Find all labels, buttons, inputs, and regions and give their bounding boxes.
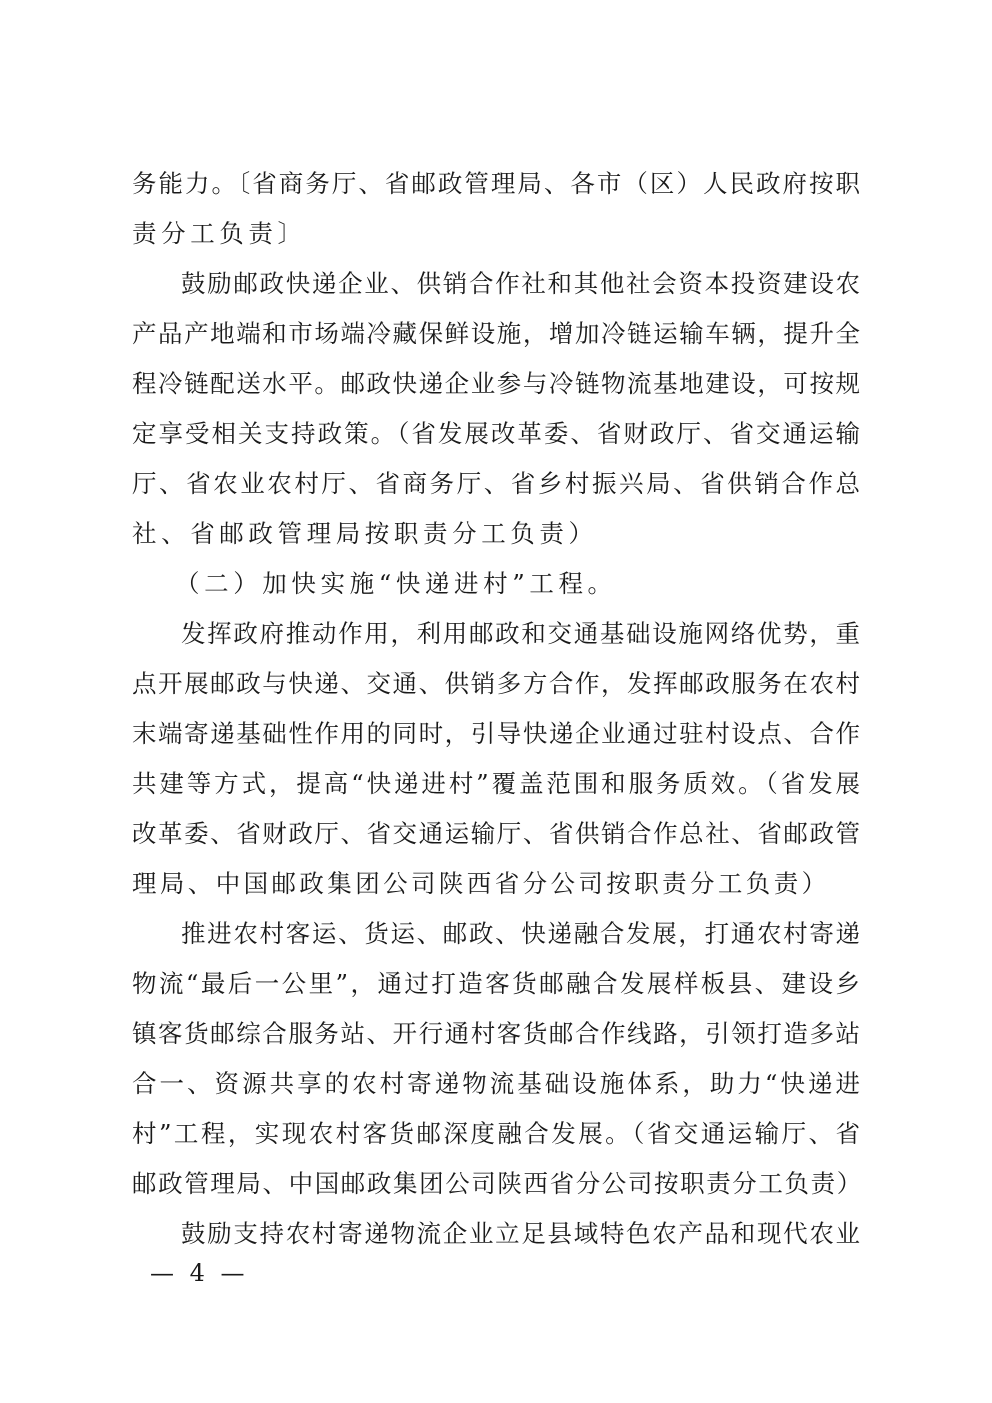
text-line-11: 点开展邮政与快递、交通、供销多方合作，发挥邮政服务在农村 xyxy=(132,669,860,698)
text-line-1: 务能力。〔省商务厅、省邮政管理局、各市（区）人民政府按职 xyxy=(132,169,860,198)
paragraph-start-line: 鼓励邮政快递企业、供销合作社和其他社会资本投资建设农 xyxy=(181,269,860,298)
text-line-15: 理局、中国邮政集团公司陕西省分公司按职责分工负责） xyxy=(132,869,830,898)
paragraph-start-line: 鼓励支持农村寄递物流企业立足县域特色农产品和现代农业 xyxy=(181,1219,860,1248)
text-line-20: 村”工程，实现农村客货邮深度融合发展。（省交通运输厅、省 xyxy=(132,1119,860,1148)
text-line-12: 末端寄递基础性作用的同时，引导快递企业通过驻村设点、合作 xyxy=(132,719,860,748)
text-line-17: 物流“最后一公里”，通过打造客货邮融合发展样板县、建设乡 xyxy=(132,969,860,998)
text-line-14: 改革委、省财政厅、省交通运输厅、省供销合作总社、省邮政管 xyxy=(132,819,860,848)
text-line-2: 责分工负责〕 xyxy=(132,219,307,248)
text-line-6: 定享受相关支持政策。（省发展改革委、省财政厅、省交通运输 xyxy=(132,419,860,448)
paragraph-start-line: 发挥政府推动作用，利用邮政和交通基础设施网络优势，重 xyxy=(181,619,860,648)
text-line-21: 邮政管理局、中国邮政集团公司陕西省分公司按职责分工负责） xyxy=(132,1169,863,1198)
text-line-13: 共建等方式，提高“快递进村”覆盖范围和服务质效。（省发展 xyxy=(132,769,860,798)
text-line-18: 镇客货邮综合服务站、开行通村客货邮合作线路，引领打造多站 xyxy=(132,1019,860,1048)
text-line-8: 社、省邮政管理局按职责分工负责） xyxy=(132,519,598,548)
text-line-19: 合一、资源共享的农村寄递物流基础设施体系，助力“快递进 xyxy=(132,1069,860,1098)
section-heading: （二）加快实施“快递进村”工程。 xyxy=(175,569,617,598)
page-number: — 4 — xyxy=(150,1259,249,1287)
text-line-7: 厅、省农业农村厅、省商务厅、省乡村振兴局、省供销合作总 xyxy=(132,469,860,498)
text-line-4: 产品产地端和市场端冷藏保鲜设施，增加冷链运输车辆，提升全 xyxy=(132,319,860,348)
text-line-5: 程冷链配送水平。邮政快递企业参与冷链物流基地建设，可按规 xyxy=(132,369,860,398)
paragraph-start-line: 推进农村客运、货运、邮政、快递融合发展，打通农村寄递 xyxy=(181,919,860,948)
